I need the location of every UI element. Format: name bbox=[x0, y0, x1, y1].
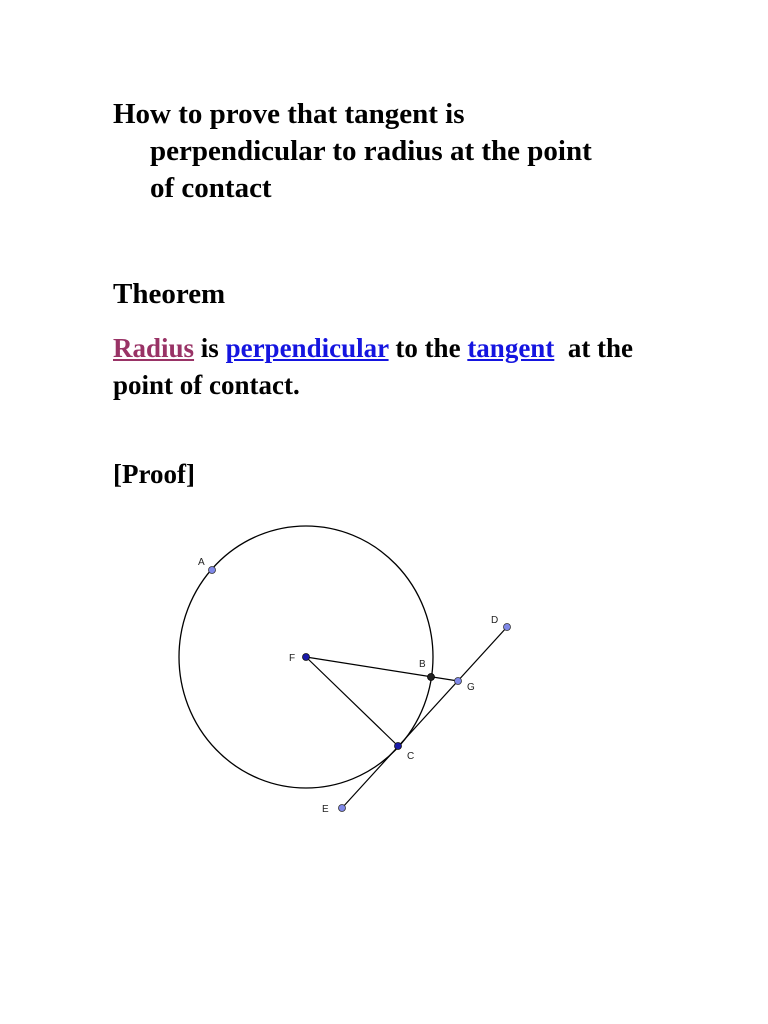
statement-text-to-the: to the bbox=[395, 333, 461, 363]
tangent-link[interactable]: tangent bbox=[467, 333, 555, 363]
radius-fc bbox=[306, 657, 398, 746]
point-g[interactable] bbox=[455, 678, 462, 685]
point-d[interactable] bbox=[504, 624, 511, 631]
label-f: F bbox=[289, 653, 296, 664]
point-f[interactable] bbox=[303, 654, 310, 661]
point-a[interactable] bbox=[209, 567, 216, 574]
segment-fg bbox=[306, 657, 458, 681]
tangent-line-ed bbox=[342, 627, 507, 808]
label-g: G bbox=[467, 682, 475, 693]
radius-link[interactable]: Radius bbox=[113, 333, 195, 363]
title-line-3: of contact bbox=[150, 172, 272, 204]
label-b: B bbox=[419, 659, 426, 670]
point-e[interactable] bbox=[339, 805, 346, 812]
statement-text-is: is bbox=[200, 333, 219, 363]
label-d: D bbox=[491, 615, 499, 626]
label-e: E bbox=[322, 804, 329, 815]
theorem-heading: Theorem bbox=[113, 278, 226, 310]
perpendicular-link[interactable]: perpendicular bbox=[225, 333, 389, 363]
statement-text-rest: at the point of contact. bbox=[113, 333, 634, 400]
point-b[interactable] bbox=[428, 674, 435, 681]
proof-label: [Proof] bbox=[113, 459, 195, 489]
point-c[interactable] bbox=[395, 743, 402, 750]
label-c: C bbox=[407, 751, 415, 762]
title-line-2: perpendicular to radius at the point bbox=[150, 135, 592, 167]
title-line-1: How to prove that tangent is bbox=[113, 98, 465, 130]
label-a: A bbox=[198, 557, 205, 568]
